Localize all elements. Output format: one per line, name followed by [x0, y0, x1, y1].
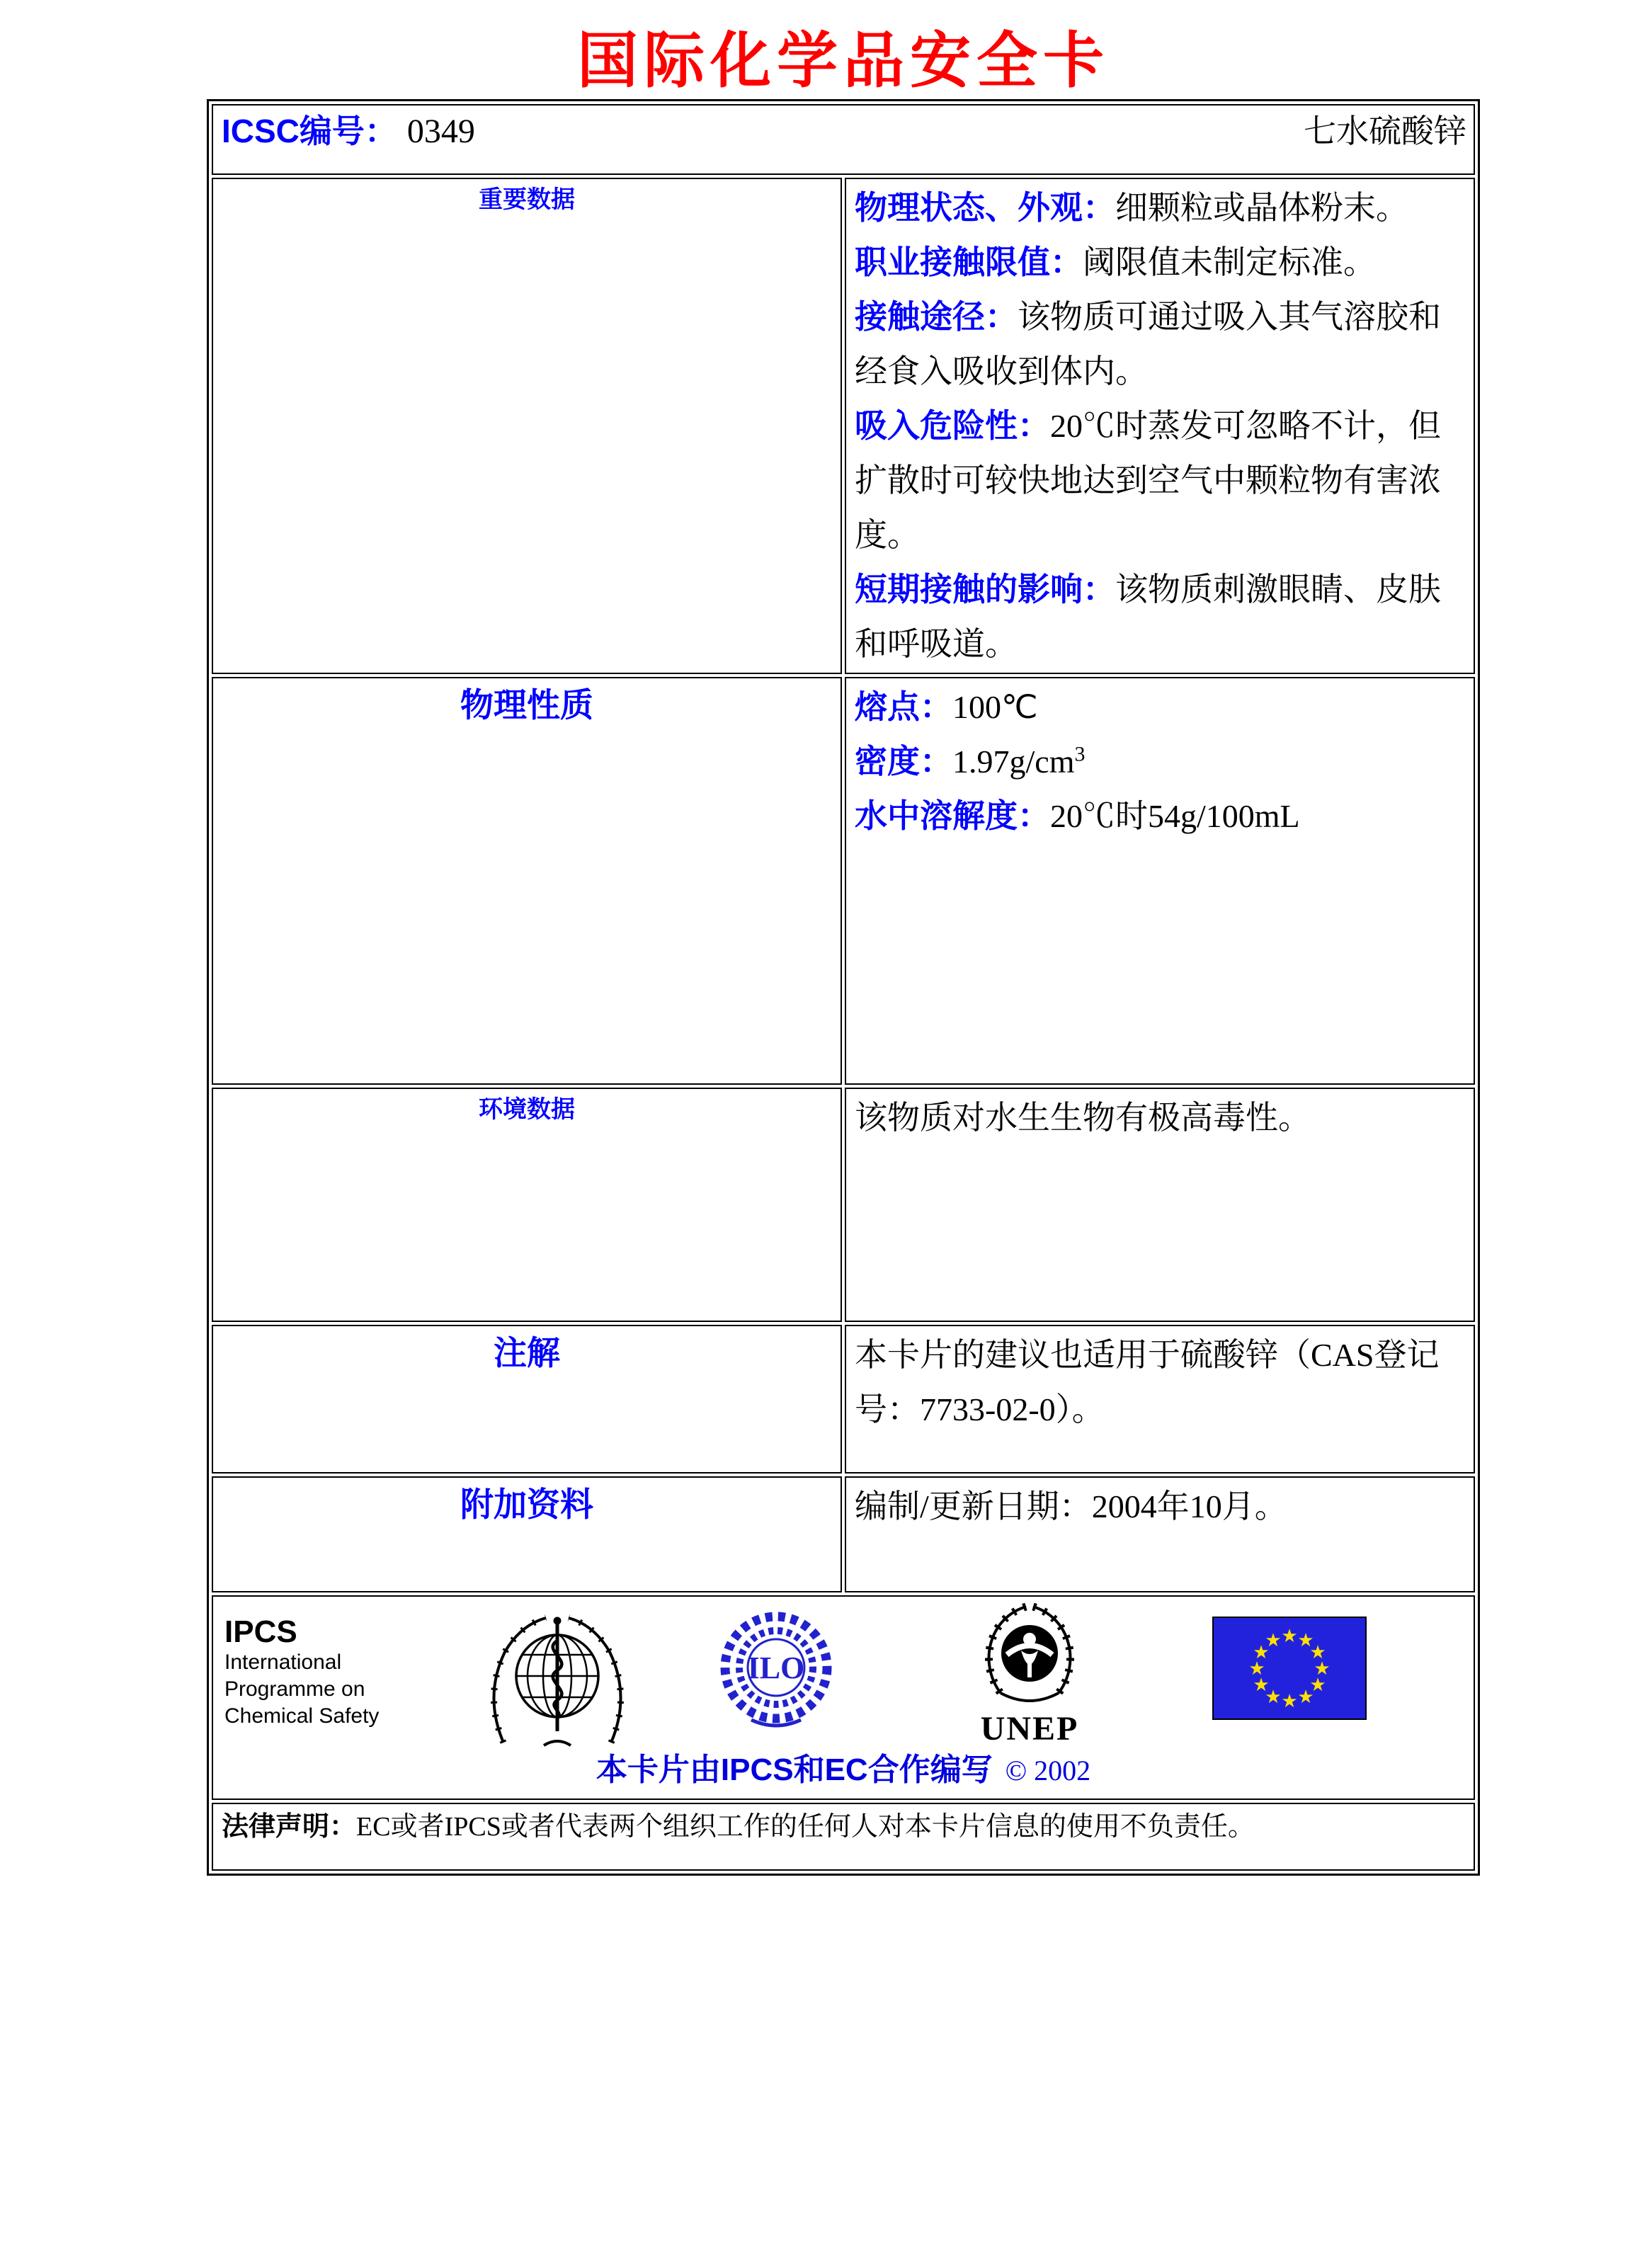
field-value: 细颗粒或晶体粉末。	[1115, 190, 1408, 226]
notes-row	[212, 1325, 1475, 1473]
field-value: 编制/更新日期：2004年10月。	[855, 1488, 1287, 1524]
data-line	[855, 1090, 1444, 1145]
footer-row	[212, 1595, 1475, 1800]
data-line	[855, 235, 1444, 290]
footer-caption	[213, 1744, 1474, 1789]
svg-text:★: ★	[1253, 1642, 1270, 1663]
field-label: 物理状态、外观：	[855, 189, 1115, 226]
field-value: 20℃时蒸发可忽略不计，但扩散时可较快地达到空气中颗粒物有害浓度。	[855, 408, 1441, 553]
section-content-physical-properties	[845, 677, 1475, 1085]
svg-text:★: ★	[1297, 1687, 1314, 1708]
data-line	[855, 290, 1444, 399]
physical-properties-row	[212, 677, 1475, 1085]
data-line	[855, 1479, 1444, 1534]
section-content-notes	[845, 1325, 1475, 1473]
field-value: 1.97g/cm	[952, 743, 1075, 780]
field-label: 短期接触的影响：	[855, 571, 1115, 608]
legal-text: EC或者IPCS或者代表两个组织工作的任何人对本卡片信息的使用不负责任。	[356, 1812, 1255, 1842]
data-line	[855, 680, 1444, 734]
data-line	[855, 562, 1444, 671]
field-label: 职业接触限值：	[855, 244, 1083, 280]
page-title: 国际化学品安全卡	[577, 27, 1110, 95]
field-value: 20℃时54g/100mL	[1050, 798, 1300, 834]
superscript: 3	[1074, 742, 1086, 766]
section-label-important-data: 重要数据	[212, 178, 842, 674]
chemical-name: 七水硫酸锌	[1304, 113, 1466, 149]
caption-text: 本卡片由IPCS和EC合作编写	[596, 1752, 993, 1787]
data-line	[855, 399, 1444, 562]
caption-copyright: © 2002	[1005, 1755, 1091, 1786]
section-label-additional-info: 附加资料	[212, 1476, 842, 1592]
ipcs-line: International	[224, 1651, 342, 1674]
icsc-number-group	[222, 106, 475, 152]
svg-text:★: ★	[1281, 1691, 1298, 1712]
important-data-row	[212, 178, 1475, 674]
data-line	[855, 1328, 1444, 1437]
icsc-number-value: 0349	[406, 113, 475, 150]
svg-text:★: ★	[1297, 1630, 1314, 1651]
legal-cell	[212, 1803, 1475, 1871]
field-label: 吸入危险性：	[855, 407, 1050, 444]
section-label-notes: 注解	[212, 1325, 842, 1473]
unep-logo-block	[969, 1602, 1090, 1746]
svg-text:★: ★	[1253, 1675, 1270, 1696]
svg-text:★: ★	[1265, 1687, 1282, 1708]
who-logo-icon	[477, 1611, 638, 1756]
ilo-logo-icon	[714, 1605, 838, 1733]
ipcs-text-block	[224, 1615, 379, 1730]
footer-cell	[212, 1595, 1475, 1800]
section-content-additional-info	[845, 1476, 1475, 1592]
ipcs-acronym: IPCS	[224, 1614, 297, 1649]
environmental-data-row	[212, 1088, 1475, 1322]
field-label: 接触途径：	[855, 298, 1018, 335]
unep-label: UNEP	[980, 1710, 1079, 1748]
eu-flag-icon	[1212, 1617, 1367, 1720]
field-label: 水中溶解度：	[855, 797, 1050, 834]
unep-logo-icon	[969, 1602, 1090, 1709]
field-value: 阈限值未制定标准。	[1083, 244, 1376, 280]
svg-text:★: ★	[1248, 1658, 1265, 1680]
additional-info-row	[212, 1476, 1475, 1592]
field-value: 该物质对水生生物有极高毒性。	[855, 1100, 1311, 1136]
header-row	[212, 104, 1475, 175]
header-cell	[212, 104, 1475, 175]
field-label: 密度：	[855, 743, 952, 780]
legal-label: 法律声明：	[222, 1812, 357, 1842]
field-value: 本卡片的建议也适用于硫酸锌（CAS登记号：7733-02-0）。	[855, 1337, 1440, 1427]
section-content-environmental-data	[845, 1088, 1475, 1322]
icsc-number-label: ICSC编号：	[222, 113, 397, 149]
data-line	[855, 734, 1444, 789]
data-line	[855, 789, 1444, 843]
svg-text:★: ★	[1265, 1630, 1282, 1651]
svg-text:★: ★	[1309, 1642, 1326, 1663]
section-content-important-data	[845, 178, 1475, 674]
legal-row	[212, 1803, 1475, 1871]
field-value: 100℃	[952, 689, 1038, 725]
section-label-physical-properties: 物理性质	[212, 677, 842, 1085]
data-line	[855, 181, 1444, 235]
field-label: 熔点：	[855, 688, 952, 725]
ipcs-line: Programme on	[224, 1677, 365, 1701]
svg-text:★: ★	[1314, 1658, 1331, 1680]
field-value: 该物质刺激眼睛、皮肤和呼吸道。	[855, 571, 1441, 662]
icsc-card-table	[207, 99, 1480, 1876]
section-label-environmental-data: 环境数据	[212, 1088, 842, 1322]
ipcs-line: Chemical Safety	[224, 1704, 380, 1728]
svg-text:★: ★	[1309, 1675, 1326, 1696]
svg-text:★: ★	[1281, 1626, 1298, 1647]
field-value: 该物质可通过吸入其气溶胶和经食入吸收到体内。	[855, 299, 1441, 389]
ilo-letters: ILO	[747, 1651, 805, 1685]
